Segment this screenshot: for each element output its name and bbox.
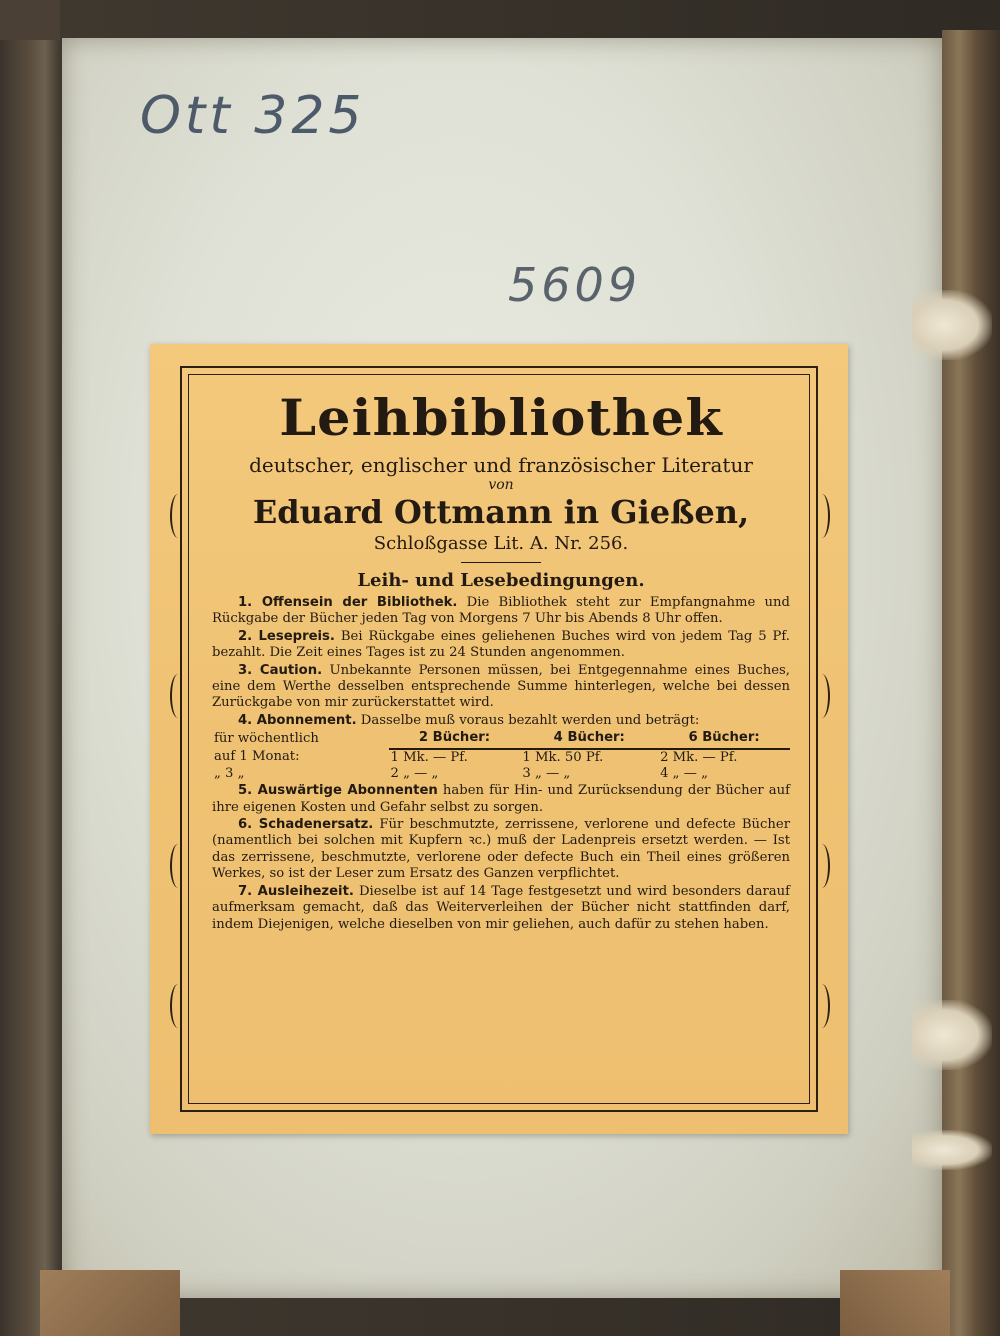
condition-text: haben für Hin- und Zurücksendung der Bücher auf ihre eigenen Kosten und Gefahr selbst zu sorgen.: [212, 783, 791, 815]
condition-text: Die Bibliothek steht zur Empfangnahme und Rückgabe der Bücher jeden Tag von Morgens 7 Uhr bis Abends 8 Uhr offen.: [212, 595, 790, 627]
condition-item: [212, 817, 790, 883]
table-cell: 2 „ — „: [390, 766, 439, 782]
table-row: [212, 749, 790, 766]
condition-lead: 1. Offensein der Bibliothek.: [238, 595, 458, 610]
condition-lead: 5. Auswärtige Abonnenten: [238, 783, 438, 799]
frame-ornament: [814, 984, 830, 1028]
frame-ornament: [170, 844, 186, 888]
condition-lead: 4. Abonnement.: [238, 712, 357, 728]
subscription-table: [212, 730, 790, 782]
frame-ornament: [814, 844, 830, 888]
frame-ornament: [170, 494, 186, 538]
condition-item: [212, 629, 790, 662]
condition-text: Unbekannte Personen müssen, bei Entgegennahme eines Buches, eine dem Werthe desselben entsprechende Summe hinterlegen, welche bei dessen Zurückgabe von mir zurückerstattet wird.: [212, 662, 790, 711]
label-content: [212, 388, 790, 934]
binding-thread: [912, 290, 992, 360]
condition-lead: 3. Caution.: [238, 662, 323, 678]
table-cell: 1 Mk. 50 Pf.: [522, 750, 604, 766]
table-cell: 2 Mk. — Pf.: [660, 750, 738, 766]
table-row: [212, 766, 790, 782]
table-cell: auf 1 Monat:: [214, 749, 300, 765]
leather-corner-right: [840, 1270, 950, 1336]
binding-thread: [912, 1130, 992, 1170]
conditions-heading: Leih- und Lesebedingungen.: [357, 570, 645, 591]
owner-address: Schloßgasse Lit. A. Nr. 256.: [373, 533, 629, 554]
table-header: 6 Bücher:: [658, 730, 790, 749]
condition-item: [212, 663, 790, 712]
owner-name: Eduard Ottmann in Gießen,: [252, 493, 750, 531]
handwritten-shelfmark: Ott 325: [140, 86, 366, 146]
condition-text: Bei Rückgabe eines geliehenen Buches wird von jedem Tag 5 Pf. bezahlt. Die Zeit eines Tages ist zu 24 Stunden angenommen.: [212, 628, 791, 661]
table-header: 2 Bücher:: [389, 730, 521, 749]
table-cell: 4 „ — „: [660, 766, 708, 782]
condition-item: [212, 783, 790, 816]
frame-ornament: [814, 494, 830, 538]
table-cell: „ 3 „: [214, 766, 245, 782]
label-von: von: [488, 477, 514, 493]
table-cell: 3 „ — „: [522, 766, 571, 782]
leather-corner-left: [40, 1270, 180, 1336]
condition-item: [212, 884, 790, 933]
table-header: 4 Bücher:: [520, 730, 658, 749]
label-subtitle: deutscher, englischer und französischer Literatur: [249, 453, 753, 477]
divider: [461, 562, 541, 563]
cover-corner: [0, 0, 60, 40]
binding-thread: [912, 1000, 992, 1070]
conditions-list: [212, 595, 790, 933]
condition-lead: 7. Ausleihezeit.: [238, 883, 354, 899]
frame-ornament: [814, 674, 830, 718]
condition-lead: 2. Lesepreis.: [238, 628, 335, 644]
table-cell: 1 Mk. — Pf.: [390, 750, 468, 766]
condition-text: Dieselbe ist auf 14 Tage festgesetzt und wird besonders darauf aufmerksam gemacht, daß das Weiterverleihen der Bücher nicht stattfinden darf, indem Diejenigen, welche dieselben von mir geliehen, auch dafür zu stehen haben.: [212, 883, 790, 932]
frame-ornament: [170, 674, 186, 718]
condition-text: Dasselbe muß voraus bezahlt werden und beträgt:: [360, 712, 700, 728]
condition-text: Für beschmutzte, zerrissene, verlorene und defecte Bücher (namentlich bei solchen mit Kupfern ꝛc.) muß der Ladenpreis ersetzt werden. — Ist das zerrissene, beschmutzte, verlorene oder defecte Buch ein Theil eines größeren Werkes, so ist der Leser zum Ersatz des Ganzen verpflichtet.: [212, 817, 790, 882]
handwritten-number: 5609: [508, 258, 642, 312]
frame-ornament: [170, 984, 186, 1028]
condition-item: [212, 595, 790, 628]
condition-item: [212, 713, 790, 729]
label-title: Leihbibliothek: [279, 388, 723, 447]
table-lead-header: für wöchentlich: [214, 730, 319, 746]
condition-lead: 6. Schadenersatz.: [238, 817, 374, 833]
library-label: [150, 344, 848, 1134]
